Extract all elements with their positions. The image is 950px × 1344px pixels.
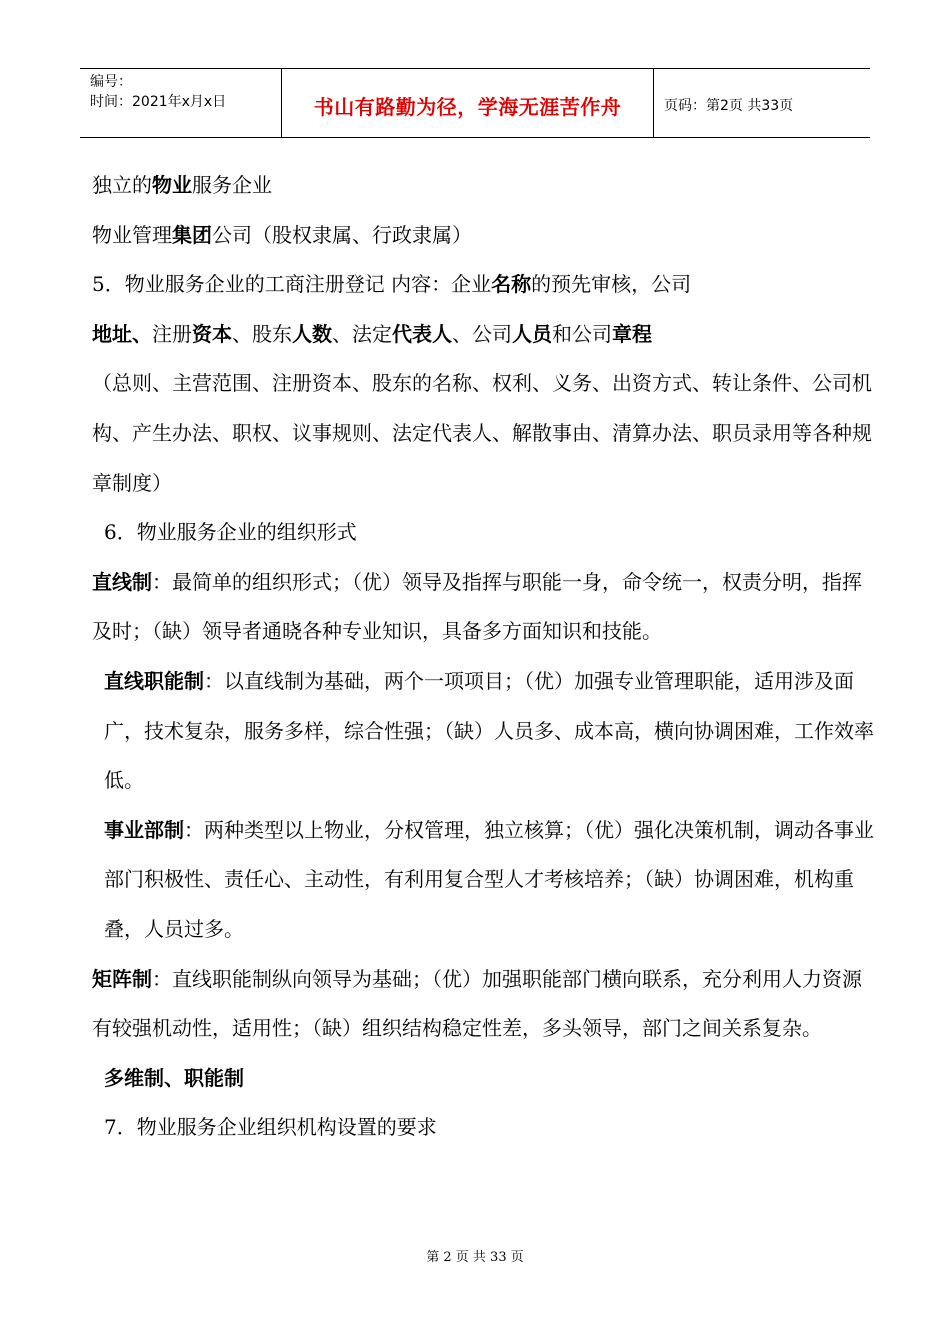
document-body	[92, 161, 882, 1153]
page-header	[80, 68, 870, 138]
paragraph: 直线职能制：以直线制为基础，两个一项项目；（优）加强专业管理职能，适用涉及面广，技术复杂，服务多样，综合性强；（缺）人员多、成本高，横向协调困难，工作效率低。	[104, 668, 874, 793]
number-label: 编号：	[90, 74, 132, 90]
paragraph: 5．物业服务企业的工商注册登记 内容：企业名称的预先审核，公司	[92, 272, 692, 297]
paragraph: 事业部制：两种类型以上物业，分权管理，独立核算；（优）强化决策机制，调动各事业部门积极性、责任心、主动性，有利用复合型人才考核培养；（缺）协调困难，机构重叠，人员过多。	[104, 817, 874, 941]
paragraph: 直线制：最简单的组织形式；（优）领导及指挥与职能一身，命令统一，权责分明，指挥及时；（缺）领导者通晓各种专业知识，具备多方面知识和技能。	[92, 569, 862, 644]
section-heading: 6．物业服务企业的组织形式	[104, 520, 357, 545]
paragraph: 物业管理集团公司（股权隶属、行政隶属）	[92, 222, 472, 247]
paragraph: 地址、注册资本、股东人数、法定代表人、公司人员和公司章程	[92, 321, 652, 346]
paragraph: 独立的物业服务企业	[92, 173, 272, 197]
section-heading: 7．物业服务企业组织机构设置的要求	[104, 1115, 437, 1140]
header-left-cell	[80, 69, 282, 137]
page-info: 页码：第2页 共33页	[664, 98, 794, 114]
motto: 书山有路勤为径，学海无涯苦作舟	[282, 69, 654, 137]
paragraph: 矩阵制：直线职能制纵向领导为基础；（优）加强职能部门横向联系，充分利用人力资源有较强机动性，适用性；（缺）组织结构稳定性差，多头领导，部门之间关系复杂。	[92, 966, 862, 1041]
paragraph: 多维制、职能制	[104, 1065, 244, 1090]
page-footer: 第 2 页 共 33 页	[426, 1250, 524, 1265]
paragraph: （总则、主营范围、注册资本、股东的名称、权利、义务、出资方式、转让条件、公司机构、产生办法、职权、议事规则、法定代表人、解散事由、清算办法、职员录用等各种规章制度）	[92, 371, 872, 495]
time-label: 时间：2021年x月x日	[90, 94, 227, 110]
